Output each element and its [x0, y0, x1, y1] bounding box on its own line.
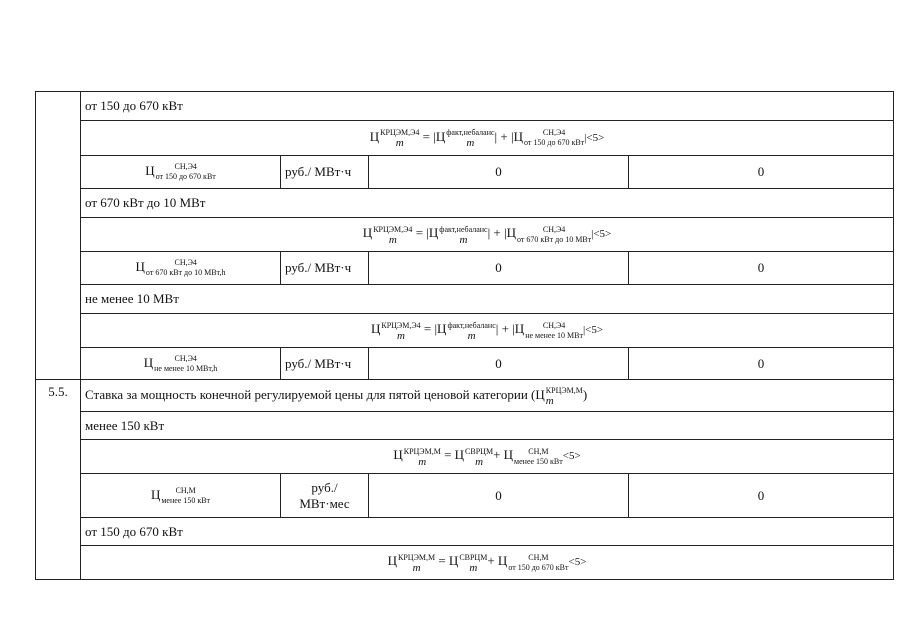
subheading: от 150 до 670 кВт	[81, 518, 894, 546]
subheading: от 670 кВт до 10 МВт	[81, 189, 894, 218]
unit-cell: руб./ МВт·ч	[281, 348, 369, 380]
value-cell: 0	[629, 252, 894, 285]
value-cell: 0	[369, 474, 629, 518]
tariff-label: Ц СН,Э4 не менее 10 МВт,h	[81, 348, 281, 380]
formula-row: Ц КРЦЭМ,М m = Ц СВРЦМ m + Ц СН,М менее 150 кВт <5>	[81, 440, 894, 474]
row-number: 5.5.	[36, 380, 81, 580]
tariff-label: Ц СН,М менее 150 кВт	[81, 474, 281, 518]
subheading: менее 150 кВт	[81, 412, 894, 440]
formula-row: Ц КРЦЭМ,Э4 m = |Ц факт,небаланс m | + |Ц СН,Э4 не менее 10 МВт |<5>	[81, 314, 894, 348]
value-cell: 0	[629, 156, 894, 189]
formula-row: Ц КРЦЭМ,М m = Ц СВРЦМ m + Ц СН,М от 150 до 670 кВт <5>	[81, 546, 894, 580]
tariff-table	[35, 91, 894, 580]
tariff-label: Ц СН,Э4 от 150 до 670 кВт	[81, 156, 281, 189]
subheading: не менее 10 МВт	[81, 285, 894, 314]
unit-cell: руб./ МВт·мес	[281, 474, 369, 518]
formula-row: Ц КРЦЭМ,Э4 m = |Ц факт,небаланс m | + |Ц СН,Э4 от 150 до 670 кВт |<5>	[81, 121, 894, 156]
value-cell: 0	[629, 474, 894, 518]
value-cell: 0	[369, 156, 629, 189]
value-cell: 0	[629, 348, 894, 380]
section-title: Ставка за мощность конечной регулируемой цены для пятой ценовой категории (Ц КРЦЭМ,М m )	[81, 380, 894, 412]
unit-cell: руб./ МВт·ч	[281, 156, 369, 189]
row-number-empty	[36, 92, 81, 380]
formula-row: Ц КРЦЭМ,Э4 m = |Ц факт,небаланс m | + |Ц СН,Э4 от 670 кВт до 10 МВт |<5>	[81, 218, 894, 252]
value-cell: 0	[369, 252, 629, 285]
unit-cell: руб./ МВт·ч	[281, 252, 369, 285]
subheading: от 150 до 670 кВт	[81, 92, 894, 121]
value-cell: 0	[369, 348, 629, 380]
tariff-label: Ц СН,Э4 от 670 кВт до 10 МВт,h	[81, 252, 281, 285]
